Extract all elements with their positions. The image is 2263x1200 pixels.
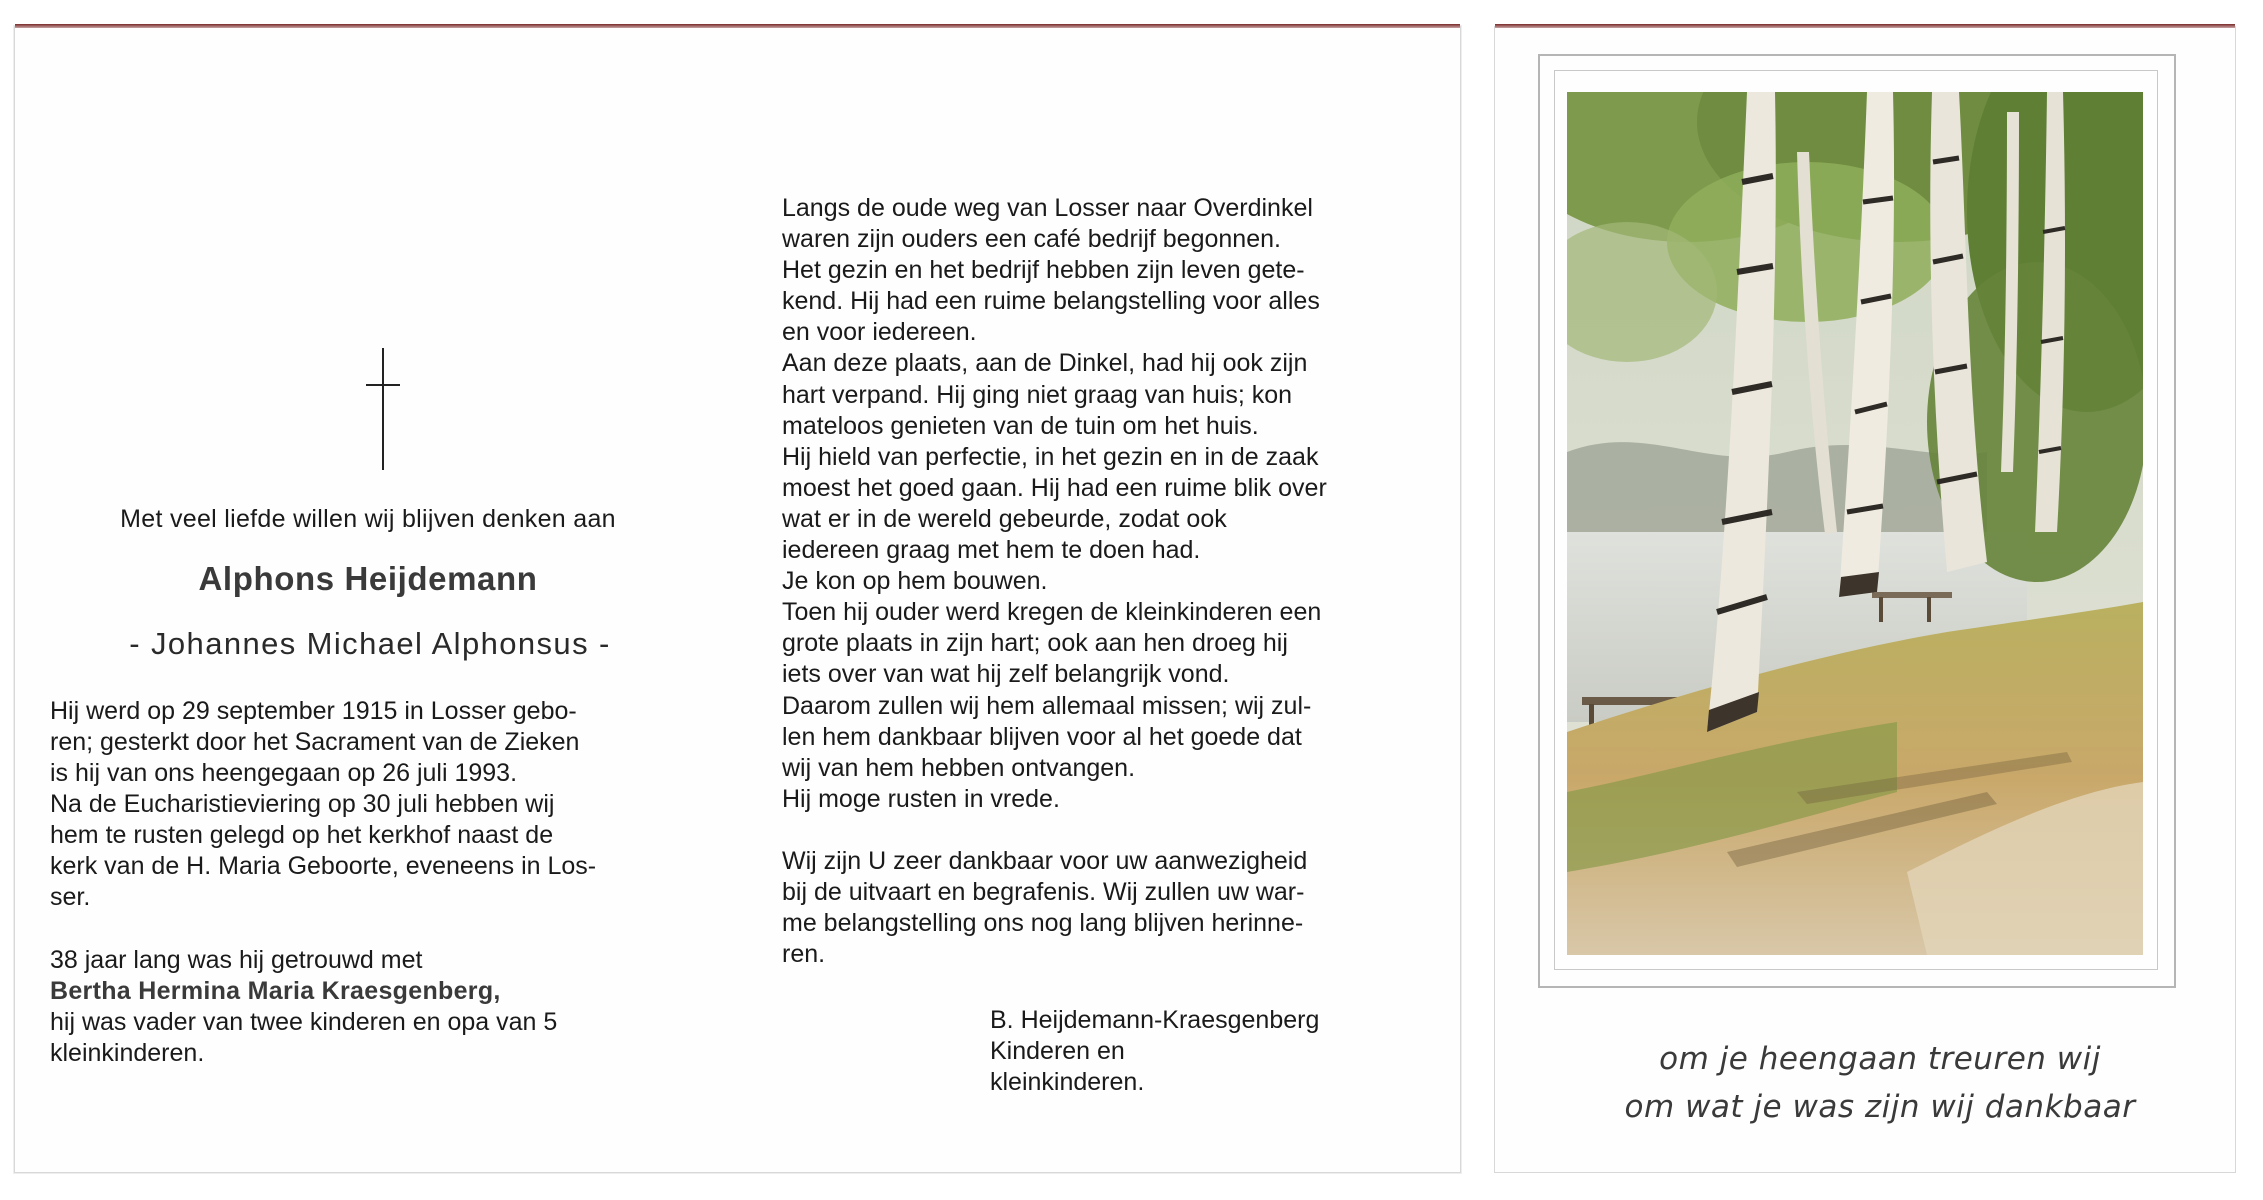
- memories-line: en voor iedereen.: [782, 318, 977, 347]
- memories-line: grote plaats in zijn hart; ook aan hen droeg hij: [782, 629, 1288, 658]
- memories-line: Je kon op hem bouwen.: [782, 567, 1048, 596]
- memories-line: waren zijn ouders een café bedrijf begonnen.: [782, 225, 1281, 254]
- signature-line: B. Heijdemann-Kraesgenberg: [990, 1006, 1320, 1034]
- caption: [1530, 1035, 2230, 1131]
- memories-line: Hij hield van perfectie, in het gezin en in de zaak: [782, 442, 1319, 471]
- deceased-full-name: - Johannes Michael Alphonsus -: [129, 626, 611, 661]
- biography-line: is hij van ons heengegaan op 26 juli 1993.: [50, 759, 518, 787]
- memories-line: Aan deze plaats, aan de Dinkel, had hij ook zijn: [782, 349, 1308, 378]
- thanks-line: me belangstelling ons nog lang blijven herinne-: [782, 909, 1304, 938]
- family-line: hij was vader van twee kinderen en opa van 5: [50, 1008, 558, 1036]
- memories-column: [782, 193, 1412, 970]
- memories-line: hart verpand. Hij ging niet graag van huis; kon: [782, 380, 1293, 409]
- biography-line: hem te rusten gelegd op het kerkhof naast de: [50, 821, 554, 849]
- signature-block: [990, 1005, 1410, 1098]
- biography-line: Na de Eucharistieviering op 30 juli hebben wij: [50, 790, 555, 818]
- memories-line: Langs de oude weg van Losser naar Overdinkel: [782, 194, 1313, 222]
- memories-line: iets over van wat hij zelf belangrijk vond.: [782, 660, 1230, 689]
- memories-line: mateloos genieten van de tuin om het huis.: [782, 411, 1259, 440]
- caption-line: om je heengaan treuren wij: [1659, 1041, 2101, 1077]
- family-paragraph: [50, 945, 690, 1069]
- thanks-line: bij de uitvaart en begrafenis. Wij zullen uw war-: [782, 877, 1305, 906]
- birch-trees-photo: [1567, 92, 2143, 955]
- memories-line: Hij moge rusten in vrede.: [782, 784, 1060, 813]
- memories-line: Toen hij ouder werd kregen de kleinkinderen een: [782, 598, 1322, 627]
- thanks-line: ren.: [782, 940, 826, 969]
- biography-line: kerk van de H. Maria Geboorte, eveneens in Los-: [50, 852, 597, 880]
- memories-line: iedereen graag met hem te doen had.: [782, 536, 1201, 565]
- memories-line: Het gezin en het bedrijf hebben zijn leven gete-: [782, 256, 1305, 285]
- family-line: kleinkinderen.: [50, 1039, 205, 1067]
- memories-line: wij van hem hebben ontvangen.: [782, 753, 1136, 782]
- card-edge: [15, 24, 1460, 28]
- card-edge: [1495, 24, 2235, 28]
- biography-line: ser.: [50, 883, 91, 911]
- paragraph-gap: [782, 815, 1412, 846]
- spouse-name: Bertha Hermina Maria Kraesgenberg,: [50, 977, 501, 1005]
- marriage-line: 38 jaar lang was hij getrouwd met: [50, 946, 423, 974]
- memories-line: len hem dankbaar blijven voor al het goede dat: [782, 722, 1302, 751]
- memories-line: kend. Hij had een ruime belangstelling voor alles: [782, 287, 1320, 316]
- biography-line: Hij werd op 29 september 1915 in Losser gebo-: [50, 697, 577, 725]
- signature-line: kleinkinderen.: [990, 1068, 1145, 1096]
- memories-line: wat er in de wereld gebeurde, zodat ook: [782, 504, 1227, 533]
- memories-line: Daarom zullen wij hem allemaal missen; wij zul-: [782, 691, 1312, 720]
- biography: [50, 696, 678, 913]
- biography-line: ren; gesterkt door het Sacrament van de Zieken: [50, 728, 580, 756]
- cross-icon: [366, 348, 400, 470]
- signature-line: Kinderen en: [990, 1037, 1125, 1065]
- intro-text: Met veel liefde willen wij blijven denken aan: [120, 505, 616, 533]
- caption-line: om wat je was zijn wij dankbaar: [1624, 1089, 2136, 1125]
- thanks-line: Wij zijn U zeer dankbaar voor uw aanwezigheid: [782, 846, 1308, 875]
- deceased-name: Alphons Heijdemann: [198, 560, 538, 597]
- memories-line: moest het goed gaan. Hij had een ruime blik over: [782, 473, 1327, 502]
